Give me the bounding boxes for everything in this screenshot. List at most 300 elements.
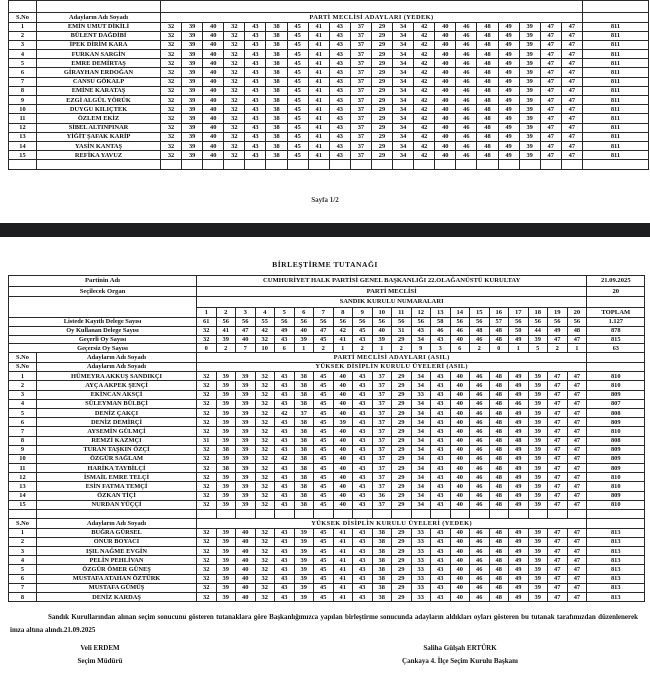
vote-cell: 32 <box>255 464 275 473</box>
vote-cell: 29 <box>371 105 392 114</box>
vote-cell: 34 <box>411 454 431 463</box>
vote-cell: 39 <box>236 427 256 436</box>
vote-cell: 43 <box>275 491 295 500</box>
column-number-cell: 19 <box>548 307 568 318</box>
vote-cell: 40 <box>450 583 470 592</box>
vote-cell: 46 <box>470 427 490 436</box>
vote-cell: 49 <box>498 40 519 49</box>
vote-cell: 42 <box>275 408 295 417</box>
vote-cell: 40 <box>372 326 392 335</box>
total-cell: 815 <box>587 335 645 344</box>
vote-cell: 40 <box>435 77 456 86</box>
vote-cell: 48 <box>489 454 509 463</box>
total-cell: 813 <box>587 528 645 537</box>
vote-cell: 47 <box>567 390 587 399</box>
vote-cell: 47 <box>567 381 587 390</box>
vote-cell: 32 <box>197 335 217 344</box>
vote-cell: 43 <box>353 445 373 454</box>
vote-cell: 47 <box>548 390 568 399</box>
vote-cell: 48 <box>477 22 498 31</box>
vote-cell: 48 <box>489 436 509 445</box>
vote-cell: 32 <box>197 408 217 417</box>
vote-cell: 43 <box>431 500 451 509</box>
vote-cell: 45 <box>314 390 334 399</box>
vote-cell: 48 <box>567 326 587 335</box>
vote-cell: 48 <box>489 418 509 427</box>
vote-cell: 40 <box>333 427 353 436</box>
vote-cell: 32 <box>255 445 275 454</box>
vote-cell: 45 <box>314 418 334 427</box>
vote-cell: 39 <box>519 105 540 114</box>
vote-cell: 47 <box>548 445 568 454</box>
vote-cell: 38 <box>294 399 314 408</box>
vote-cell: 49 <box>509 372 529 381</box>
vote-cell: 47 <box>567 537 587 546</box>
vote-cell: 34 <box>411 473 431 482</box>
vote-cell: 46 <box>470 454 490 463</box>
vote-cell: 47 <box>567 372 587 381</box>
vote-cell: 43 <box>245 40 266 49</box>
vote-cell: 34 <box>411 399 431 408</box>
vote-cell: 49 <box>498 123 519 132</box>
section-title-ydk-asil: YÜKSEK DİSİPLİN KURULU ÜYELERİ (ASIL) <box>197 362 587 372</box>
table-row <box>9 372 645 381</box>
vote-cell: 45 <box>314 427 334 436</box>
vote-cell: 49 <box>498 151 519 160</box>
vote-cell: 39 <box>182 141 203 150</box>
vote-cell: 41 <box>308 86 329 95</box>
vote-cell: 45 <box>314 436 334 445</box>
total-cell <box>587 510 645 519</box>
column-number-cell: 11 <box>392 307 412 318</box>
vote-cell: 49 <box>509 335 529 344</box>
total-cell: 813 <box>587 593 645 602</box>
vote-cell: 47 <box>548 565 568 574</box>
vote-cell: 29 <box>392 381 412 390</box>
vote-cell: 46 <box>470 556 490 565</box>
column-number-cell: 8 <box>333 307 353 318</box>
table-row <box>9 473 645 482</box>
vote-cell: 32 <box>255 547 275 556</box>
column-number-cell: 18 <box>528 307 548 318</box>
vote-cell: 48 <box>489 556 509 565</box>
vote-cell: 42 <box>414 132 435 141</box>
vote-cell: 29 <box>392 445 412 454</box>
vote-cell: 29 <box>392 537 412 546</box>
vote-cell: 48 <box>477 40 498 49</box>
vote-cell: 42 <box>414 141 435 150</box>
vote-cell: 32 <box>255 436 275 445</box>
vote-cell: 39 <box>236 445 256 454</box>
candidate-name-cell: BÜLENT DAĞDİBİ <box>37 31 161 40</box>
vote-cell: 47 <box>548 537 568 546</box>
vote-cell: 56 <box>314 318 334 327</box>
vote-cell: 43 <box>329 50 350 59</box>
table-row <box>9 510 645 519</box>
vote-cell: 43 <box>431 464 451 473</box>
table-row <box>9 105 649 114</box>
vote-cell: 49 <box>509 418 529 427</box>
vote-cell: 2 <box>353 344 373 353</box>
vote-cell: 46 <box>431 326 451 335</box>
vote-cell: 48 <box>477 132 498 141</box>
vote-cell: 46 <box>456 50 477 59</box>
table-row <box>9 335 645 344</box>
vote-cell <box>489 510 509 519</box>
vote-cell <box>540 160 561 169</box>
vote-cell: 43 <box>431 418 451 427</box>
vote-cell: 47 <box>567 454 587 463</box>
vote-cell: 46 <box>470 464 490 473</box>
vote-cell: 45 <box>314 381 334 390</box>
column-number-cell: 12 <box>411 307 431 318</box>
vote-cell: 32 <box>224 77 245 86</box>
vote-cell: 32 <box>255 381 275 390</box>
total-cell <box>582 160 648 169</box>
vote-cell <box>456 160 477 169</box>
vote-cell: 39 <box>182 96 203 105</box>
vote-cell: 32 <box>255 500 275 509</box>
vote-cell: 45 <box>314 565 334 574</box>
vote-cell: 39 <box>528 537 548 546</box>
vote-cell: 39 <box>216 454 236 463</box>
vote-cell: 32 <box>197 326 217 335</box>
total-cell: 811 <box>582 50 648 59</box>
name-column-header: Adayların Adı Soyadı <box>37 13 161 23</box>
row-number-cell: 3 <box>9 390 37 399</box>
total-cell: 63 <box>587 344 645 353</box>
candidate-name-cell: PELİN PEHLİVAN <box>37 556 197 565</box>
vote-cell: 43 <box>431 583 451 592</box>
vote-cell: 43 <box>353 593 373 602</box>
vote-cell: 43 <box>431 399 451 408</box>
vote-cell: 43 <box>431 445 451 454</box>
vote-cell: 49 <box>509 528 529 537</box>
vote-cell: 47 <box>561 151 582 160</box>
vote-cell: 34 <box>411 436 431 445</box>
vote-cell: 39 <box>519 22 540 31</box>
vote-cell: 39 <box>294 565 314 574</box>
vote-cell: 56 <box>275 318 295 327</box>
vote-cell: 48 <box>489 326 509 335</box>
table-row <box>9 418 645 427</box>
vote-cell: 41 <box>333 593 353 602</box>
vote-cell: 42 <box>414 22 435 31</box>
vote-cell: 32 <box>255 556 275 565</box>
vote-cell <box>431 510 451 519</box>
vote-cell: 46 <box>456 22 477 31</box>
vote-cell: 50 <box>509 326 529 335</box>
vote-cell: 43 <box>353 537 373 546</box>
vote-cell: 38 <box>266 86 287 95</box>
vote-cell: 39 <box>528 372 548 381</box>
vote-cell <box>216 510 236 519</box>
vote-cell: 45 <box>287 151 308 160</box>
organ-value: PARTİ MECLİSİ <box>197 286 587 297</box>
vote-cell: 48 <box>477 123 498 132</box>
vote-cell: 39 <box>294 583 314 592</box>
vote-cell: 47 <box>548 464 568 473</box>
column-number-cell: 5 <box>275 307 295 318</box>
vote-cell: 40 <box>450 445 470 454</box>
row-label-cell: Geçersiz Oy Sayısı <box>9 344 197 353</box>
vote-cell: 32 <box>255 335 275 344</box>
vote-cell: 48 <box>477 105 498 114</box>
candidate-name-cell: ÖZLEM EKİZ <box>37 114 161 123</box>
vote-cell: 47 <box>540 96 561 105</box>
vote-cell: 29 <box>371 132 392 141</box>
row-number-cell: 1 <box>9 22 37 31</box>
vote-cell: 32 <box>197 454 217 463</box>
vote-cell: 40 <box>203 50 224 59</box>
vote-cell: 43 <box>329 151 350 160</box>
table-row <box>9 593 645 602</box>
vote-cell: 39 <box>528 408 548 417</box>
vote-cell: 40 <box>435 50 456 59</box>
vote-cell: 47 <box>567 583 587 592</box>
vote-cell: 40 <box>203 105 224 114</box>
column-number-cell: 7 <box>314 307 334 318</box>
vote-cell: 49 <box>509 547 529 556</box>
vote-cell: 43 <box>275 445 295 454</box>
vote-cell: 49 <box>509 583 529 592</box>
vote-cell: 32 <box>255 593 275 602</box>
vote-cell: 37 <box>350 141 371 150</box>
vote-cell: 32 <box>197 500 217 509</box>
vote-cell: 56 <box>567 318 587 327</box>
vote-cell: 40 <box>450 574 470 583</box>
total-cell: 809 <box>587 454 645 463</box>
page-number-label: Sayfa 1/2 <box>311 196 339 204</box>
vote-cell: 40 <box>450 390 470 399</box>
vote-cell: 39 <box>216 381 236 390</box>
vote-cell: 40 <box>333 381 353 390</box>
vote-cell: 32 <box>255 528 275 537</box>
vote-cell: 40 <box>435 96 456 105</box>
vote-cell: 43 <box>275 381 295 390</box>
ydk-asil-header-row <box>9 362 645 372</box>
vote-cell: 47 <box>561 114 582 123</box>
vote-cell: 45 <box>314 473 334 482</box>
vote-cell: 47 <box>548 583 568 592</box>
vote-cell: 32 <box>161 40 182 49</box>
vote-cell: 45 <box>314 482 334 491</box>
vote-cell: 34 <box>411 500 431 509</box>
vote-cell <box>498 160 519 169</box>
vote-cell: 29 <box>371 31 392 40</box>
vote-cell: 39 <box>182 31 203 40</box>
table-row <box>9 344 645 353</box>
vote-cell: 49 <box>509 500 529 509</box>
vote-cell: 41 <box>308 123 329 132</box>
vote-cell: 40 <box>236 583 256 592</box>
vote-cell: 0 <box>197 344 217 353</box>
vote-cell: 32 <box>197 381 217 390</box>
vote-cell: 32 <box>161 86 182 95</box>
vote-cell <box>393 160 414 169</box>
vote-cell: 39 <box>294 556 314 565</box>
total-cell: 810 <box>587 381 645 390</box>
vote-cell: 48 <box>489 482 509 491</box>
vote-cell <box>350 160 371 169</box>
vote-cell: 38 <box>372 537 392 546</box>
vote-cell: 39 <box>182 151 203 160</box>
vote-cell: 34 <box>393 59 414 68</box>
candidate-name-cell: GİRAYHAN ERDOĞAN <box>37 68 161 77</box>
party-name-row <box>9 276 645 287</box>
vote-cell: 32 <box>255 399 275 408</box>
vote-cell: 43 <box>329 123 350 132</box>
vote-cell <box>548 510 568 519</box>
vote-cell: 56 <box>353 318 373 327</box>
vote-cell: 48 <box>489 390 509 399</box>
vote-cell: 39 <box>236 381 256 390</box>
candidate-name-cell: YİĞİT ŞAFAK KARİP <box>37 132 161 141</box>
vote-cell: 40 <box>333 473 353 482</box>
vote-cell: 2 <box>470 344 490 353</box>
total-cell: 811 <box>582 77 648 86</box>
row-number-cell: 13 <box>9 132 37 141</box>
vote-cell: 43 <box>431 593 451 602</box>
vote-cell: 32 <box>255 408 275 417</box>
vote-cell: 41 <box>308 40 329 49</box>
vote-cell <box>314 510 334 519</box>
vote-cell: 39 <box>519 68 540 77</box>
vote-cell: 47 <box>548 427 568 436</box>
vote-cell: 29 <box>371 151 392 160</box>
vote-cell: 45 <box>287 59 308 68</box>
vote-cell: 41 <box>308 141 329 150</box>
vote-cell: 41 <box>216 326 236 335</box>
vote-cell: 34 <box>393 132 414 141</box>
vote-cell: 39 <box>236 372 256 381</box>
vote-cell: 40 <box>435 105 456 114</box>
vote-cell: 39 <box>236 408 256 417</box>
vote-cell: 42 <box>414 96 435 105</box>
vote-cell: 39 <box>528 574 548 583</box>
merge-protocol-table <box>8 275 645 602</box>
vote-cell: 45 <box>314 408 334 417</box>
vote-cell: 43 <box>275 537 295 546</box>
vote-cell: 47 <box>548 482 568 491</box>
vote-cell: 45 <box>287 96 308 105</box>
total-cell: 811 <box>582 68 648 77</box>
vote-cell: 40 <box>450 454 470 463</box>
vote-cell: 29 <box>392 436 412 445</box>
vote-cell: 45 <box>287 123 308 132</box>
vote-cell: 39 <box>216 372 236 381</box>
vote-cell: 49 <box>509 464 529 473</box>
vote-cell: 39 <box>519 141 540 150</box>
row-number-cell: 11 <box>9 114 37 123</box>
vote-cell: 48 <box>477 114 498 123</box>
candidate-name-cell: ÖZGÜR ÖMER GÜNEŞ <box>37 565 197 574</box>
vote-cell: 39 <box>182 132 203 141</box>
vote-cell: 39 <box>236 482 256 491</box>
vote-cell: 29 <box>392 547 412 556</box>
vote-cell: 2 <box>314 344 334 353</box>
vote-cell: 46 <box>456 96 477 105</box>
vote-cell: 29 <box>371 141 392 150</box>
vote-cell: 49 <box>509 390 529 399</box>
vote-cell: 49 <box>498 31 519 40</box>
row-number-cell: 6 <box>9 418 37 427</box>
vote-cell: 43 <box>329 22 350 31</box>
vote-cell: 41 <box>308 31 329 40</box>
table-row <box>9 68 649 77</box>
vote-cell: 48 <box>489 408 509 417</box>
vote-cell: 38 <box>266 50 287 59</box>
total-cell: 813 <box>587 556 645 565</box>
vote-cell: 45 <box>314 372 334 381</box>
vote-cell: 41 <box>308 114 329 123</box>
vote-cell: 43 <box>245 105 266 114</box>
total-cell: 811 <box>582 59 648 68</box>
row-number-cell: 12 <box>9 473 37 482</box>
vote-cell: 43 <box>431 528 451 537</box>
total-cell: 809 <box>587 445 645 454</box>
vote-cell: 39 <box>182 123 203 132</box>
vote-cell: 32 <box>255 454 275 463</box>
vote-cell: 39 <box>528 482 548 491</box>
vote-cell: 34 <box>393 114 414 123</box>
vote-cell: 39 <box>216 556 236 565</box>
vote-cell: 58 <box>431 318 451 327</box>
vote-cell: 39 <box>216 427 236 436</box>
vote-cell: 32 <box>224 141 245 150</box>
candidate-name-cell: İPEK DİRİM KARA <box>37 40 161 49</box>
vote-cell: 43 <box>275 390 295 399</box>
row-number-cell: 3 <box>9 40 37 49</box>
vote-cell: 43 <box>275 583 295 592</box>
vote-cell: 42 <box>414 151 435 160</box>
vote-cell: 43 <box>431 537 451 546</box>
vote-cell: 34 <box>393 123 414 132</box>
vote-cell: 32 <box>197 491 217 500</box>
vote-cell: 47 <box>548 556 568 565</box>
vote-cell: 38 <box>266 132 287 141</box>
vote-cell: 48 <box>477 86 498 95</box>
vote-cell: 40 <box>450 464 470 473</box>
vote-cell: 43 <box>353 565 373 574</box>
vote-cell: 48 <box>489 583 509 592</box>
vote-cell: 38 <box>294 372 314 381</box>
vote-cell: 47 <box>548 381 568 390</box>
vote-cell: 37 <box>350 105 371 114</box>
vote-cell: 43 <box>245 132 266 141</box>
vote-cell: 47 <box>548 436 568 445</box>
vote-cell <box>275 510 295 519</box>
row-number-cell: 10 <box>9 454 37 463</box>
vote-cell <box>392 510 412 519</box>
column-number-cell: 6 <box>294 307 314 318</box>
total-cell: 809 <box>587 464 645 473</box>
table-row <box>9 40 649 49</box>
column-number-cell: 9 <box>353 307 373 318</box>
total-cell: 813 <box>587 583 645 592</box>
vote-cell: 39 <box>528 593 548 602</box>
vote-cell: 7 <box>236 344 256 353</box>
vote-cell: 39 <box>216 436 236 445</box>
vote-cell: 43 <box>431 381 451 390</box>
vote-cell: 41 <box>308 22 329 31</box>
vote-cell: 2 <box>216 344 236 353</box>
sno-column-header: S.No <box>9 519 37 529</box>
vote-cell: 40 <box>435 22 456 31</box>
vote-cell: 46 <box>470 473 490 482</box>
vote-cell: 40 <box>450 491 470 500</box>
vote-cell: 46 <box>470 399 490 408</box>
